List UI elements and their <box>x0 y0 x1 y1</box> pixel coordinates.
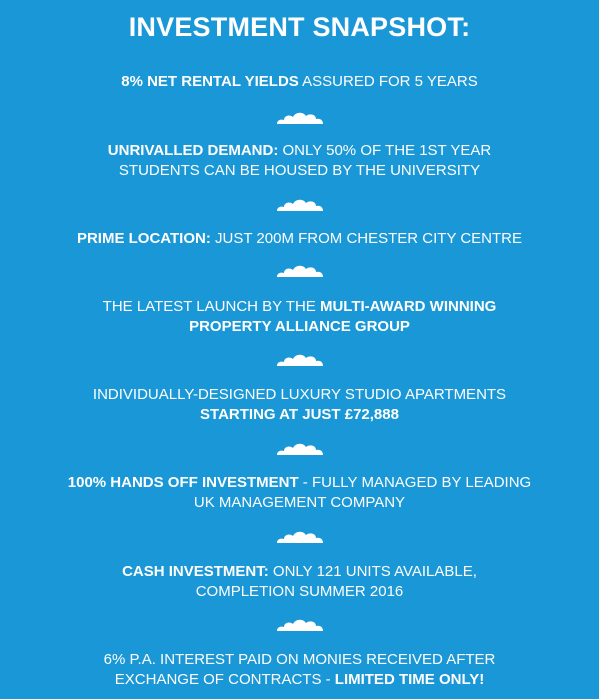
cloud-icon <box>275 263 325 279</box>
item-prime-location <box>20 229 580 249</box>
cloud-icon <box>275 529 325 545</box>
item-1-bold: 8% NET RENTAL YIELDS <box>121 73 299 90</box>
item-4-line-2: PROPERTY ALLIANCE GROUP <box>189 318 410 335</box>
item-1-text: ASSURED FOR 5 YEARS <box>298 73 478 90</box>
item-2-text: ONLY 50% OF THE 1ST YEAR <box>278 142 492 159</box>
item-5-text: INDIVIDUALLY-DESIGNED LUXURY STUDIO APARTMENTS <box>92 386 507 403</box>
item-4-text: THE LATEST LAUNCH BY THE <box>102 298 320 315</box>
item-6-text: - FULLY MANAGED BY LEADING <box>298 474 532 491</box>
cloud-icon <box>275 197 325 213</box>
item-2-bold: UNRIVALLED DEMAND: <box>107 142 279 159</box>
item-8-bold: LIMITED TIME ONLY! <box>334 671 485 688</box>
item-hands-off-investment <box>20 473 580 513</box>
cloud-icon <box>275 441 325 457</box>
item-7-line-2: COMPLETION SUMMER 2016 <box>195 583 404 600</box>
item-net-rental-yields <box>20 72 580 92</box>
item-8-line-2: EXCHANGE OF CONTRACTS - <box>114 671 335 688</box>
item-2-line-2: STUDENTS CAN BE HOUSED BY THE UNIVERSITY <box>118 162 481 179</box>
page-title: INVESTMENT SNAPSHOT: <box>128 12 471 42</box>
item-7-text: ONLY 121 UNITS AVAILABLE, <box>268 563 477 580</box>
item-unrivalled-demand <box>20 141 580 181</box>
item-latest-launch <box>20 297 580 337</box>
item-studio-apartments <box>20 385 580 425</box>
item-cash-investment <box>20 562 580 602</box>
cloud-icon <box>275 352 325 368</box>
item-3-bold: PRIME LOCATION: <box>76 230 211 247</box>
item-5-line-2: STARTING AT JUST £72,888 <box>200 406 399 423</box>
item-6-bold: 100% HANDS OFF INVESTMENT <box>67 474 299 491</box>
item-8-text: 6% P.A. INTEREST PAID ON MONIES RECEIVED AFTER <box>103 651 496 668</box>
cloud-icon <box>275 617 325 633</box>
item-interest-paid <box>20 650 580 690</box>
cloud-icon <box>275 110 325 126</box>
item-7-bold: CASH INVESTMENT: <box>122 563 269 580</box>
item-6-line-2: UK MANAGEMENT COMPANY <box>193 494 406 511</box>
item-3-text: JUST 200M FROM CHESTER CITY CENTRE <box>210 230 523 247</box>
item-4-bold: MULTI-AWARD WINNING <box>319 298 497 315</box>
